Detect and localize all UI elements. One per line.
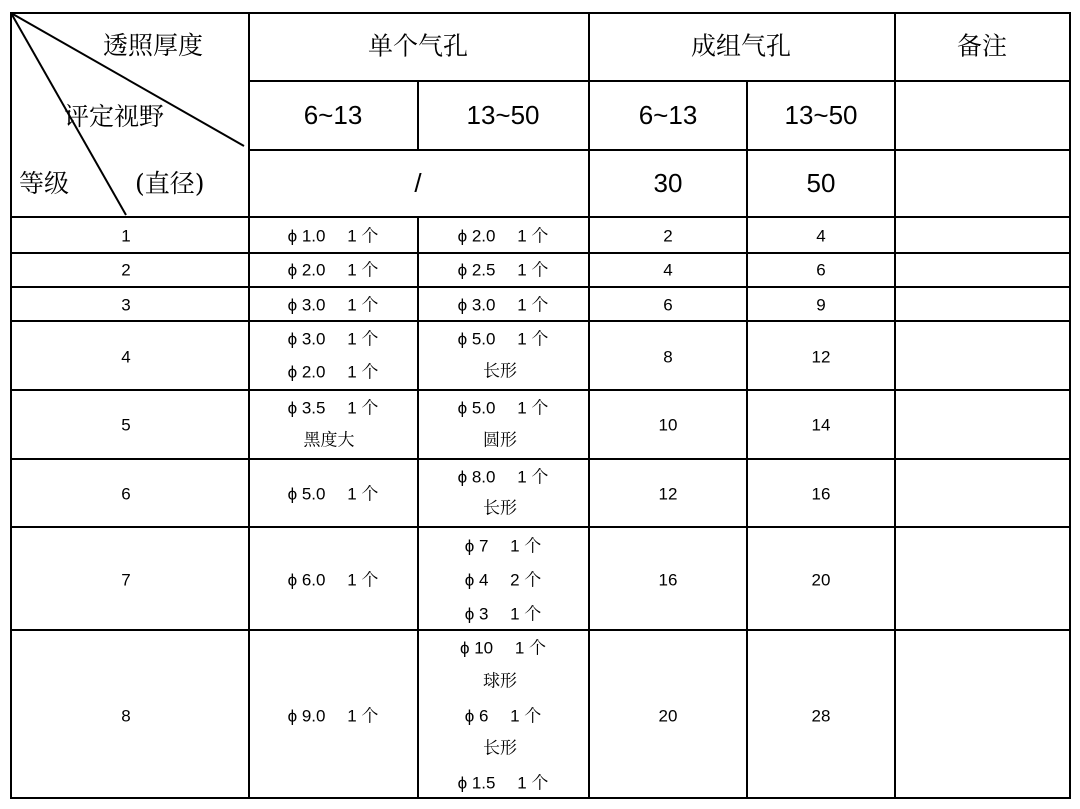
group-large-cell: 16 [811, 484, 831, 504]
single-small-cell: ϕ 3.0 1 个 [287, 295, 379, 315]
single-large-cell: ϕ 8.0 1 个 [457, 467, 549, 487]
single-large-cell: 长形 [483, 738, 517, 759]
header-single-range-2: 13~50 [466, 100, 540, 130]
header-group-field-1: 30 [653, 168, 683, 198]
single-large-cell: ϕ 1.5 1 个 [457, 773, 549, 793]
single-small-cell: ϕ 1.0 1 个 [287, 226, 379, 246]
group-small-cell: 4 [663, 260, 673, 280]
single-small-cell: ϕ 9.0 1 个 [287, 706, 379, 726]
single-large-cell: ϕ 2.5 1 个 [457, 260, 549, 280]
group-large-cell: 14 [811, 415, 831, 435]
group-small-cell: 12 [658, 484, 678, 504]
group-small-cell: 6 [663, 295, 673, 315]
single-large-cell: 球形 [483, 671, 517, 692]
header-group-field-2: 50 [806, 168, 836, 198]
header-single-pore: 单个气孔 [367, 31, 469, 61]
grade-cell: 2 [121, 260, 131, 280]
single-large-cell: 长形 [483, 498, 517, 519]
single-large-cell: ϕ 7 1 个 [464, 536, 542, 556]
header-single-field: / [414, 168, 422, 198]
single-large-cell: 圆形 [483, 430, 517, 451]
header-group-range-2: 13~50 [784, 100, 858, 130]
header-diameter-label: (直径) [135, 169, 205, 198]
header-single-range-1: 6~13 [303, 100, 363, 130]
single-small-cell: 黑度大 [303, 430, 355, 451]
single-large-cell: ϕ 4 2 个 [464, 570, 542, 590]
group-small-cell: 16 [658, 570, 678, 590]
group-small-cell: 8 [663, 347, 673, 367]
single-small-cell: ϕ 6.0 1 个 [287, 570, 379, 590]
grade-cell: 5 [121, 415, 131, 435]
single-large-cell: ϕ 10 1 个 [459, 638, 547, 658]
grade-cell: 4 [121, 347, 131, 367]
grade-cell: 8 [121, 706, 131, 726]
single-small-cell: ϕ 3.5 1 个 [287, 398, 379, 418]
group-large-cell: 12 [811, 347, 831, 367]
grade-cell: 6 [121, 484, 131, 504]
header-group-pore: 成组气孔 [690, 31, 792, 61]
single-large-cell: ϕ 3 1 个 [464, 604, 542, 624]
grade-cell: 3 [121, 295, 131, 315]
group-small-cell: 2 [663, 226, 673, 246]
group-large-cell: 28 [811, 706, 831, 726]
header-thickness-label: 透照厚度 [103, 31, 204, 60]
single-large-cell: ϕ 2.0 1 个 [457, 226, 549, 246]
header-field-label: 评定视野 [64, 102, 165, 131]
single-small-cell: ϕ 2.0 1 个 [287, 362, 379, 382]
single-large-cell: ϕ 3.0 1 个 [457, 295, 549, 315]
group-small-cell: 20 [658, 706, 678, 726]
single-small-cell: ϕ 5.0 1 个 [287, 484, 379, 504]
group-large-cell: 20 [811, 570, 831, 590]
single-large-cell: 长形 [483, 361, 517, 382]
group-large-cell: 6 [816, 260, 826, 280]
header-grade-label: 等级 [19, 169, 70, 198]
single-small-cell: ϕ 3.0 1 个 [287, 329, 379, 349]
grade-cell: 7 [121, 570, 131, 590]
header-group-range-1: 6~13 [638, 100, 698, 130]
single-large-cell: ϕ 5.0 1 个 [457, 329, 549, 349]
group-small-cell: 10 [658, 415, 678, 435]
single-small-cell: ϕ 2.0 1 个 [287, 260, 379, 280]
grade-cell: 1 [121, 226, 131, 246]
single-large-cell: ϕ 5.0 1 个 [457, 398, 549, 418]
single-large-cell: ϕ 6 1 个 [464, 706, 542, 726]
group-large-cell: 4 [816, 226, 826, 246]
group-large-cell: 9 [816, 295, 826, 315]
header-remarks: 备注 [956, 31, 1008, 61]
